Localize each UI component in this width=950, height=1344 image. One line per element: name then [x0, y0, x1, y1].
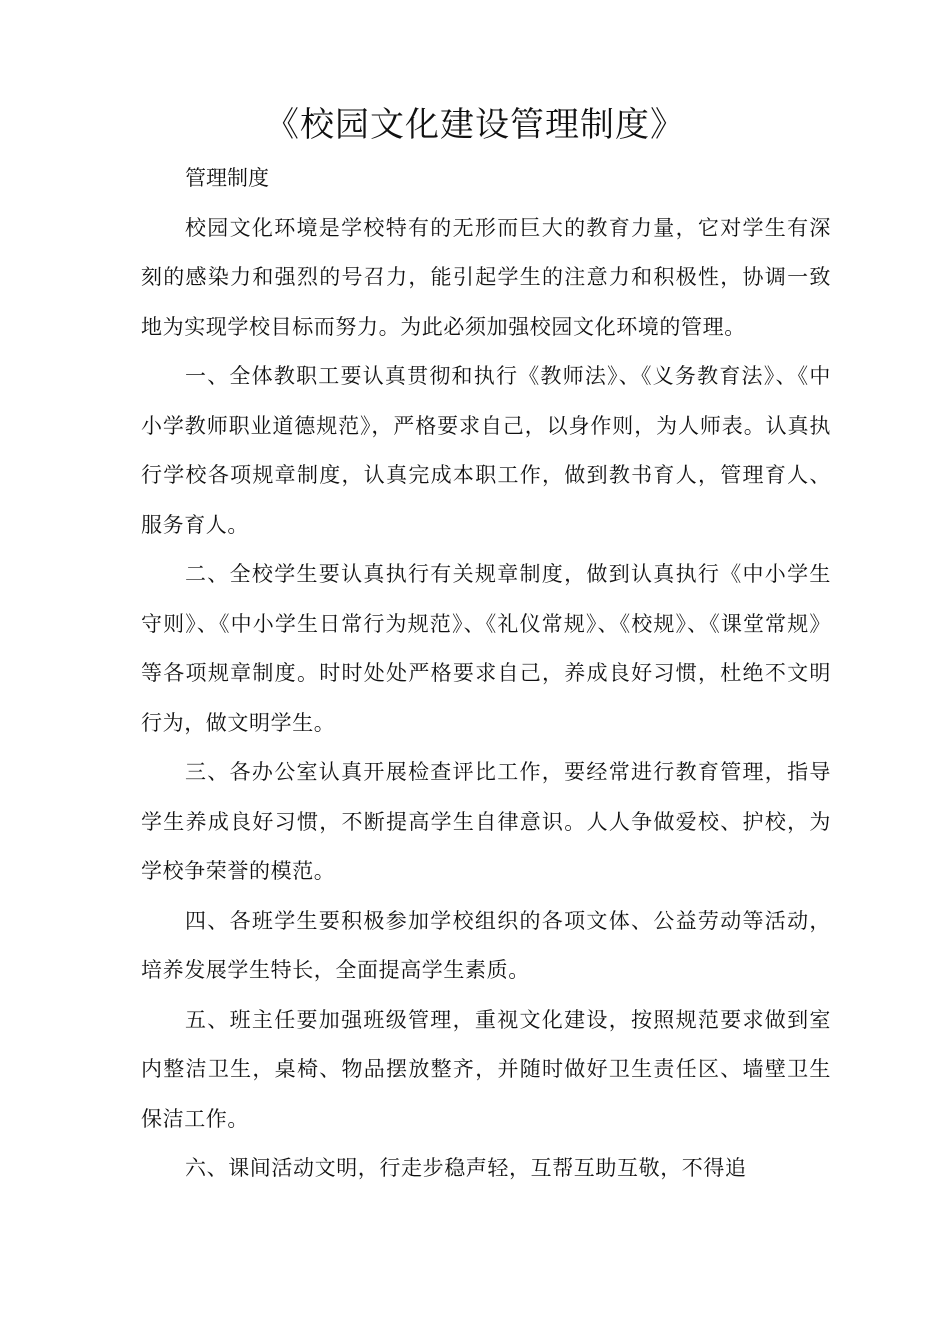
paragraph-rule-1: 一、全体教职工要认真贯彻和执行《教师法》、《义务教育法》、《中小学教师职业道德规范》，严格要求自己，以身作则，为人师表。认真执行学校各项规章制度，认真完成本职工作，做到教书育人，管理育人、服务育人。	[141, 364, 831, 537]
paragraph-rule-5: 五、班主任要加强班级管理，重视文化建设，按照规范要求做到室内整洁卫生，桌椅、物品摆放整齐，并随时做好卫生责任区、墙壁卫生保洁工作。	[141, 1007, 831, 1131]
document-body	[141, 154, 831, 1194]
paragraph-rule-4: 四、各班学生要积极参加学校组织的各项文体、公益劳动等活动，培养发展学生特长，全面提高学生素质。	[141, 908, 831, 982]
paragraph-intro: 校园文化环境是学校特有的无形而巨大的教育力量，它对学生有深刻的感染力和强烈的号召力，能引起学生的注意力和积极性，协调一致地为实现学校目标而努力。为此必须加强校园文化环境的管理。	[141, 215, 831, 339]
paragraph-rule-3: 三、各办公室认真开展检查评比工作，要经常进行教育管理，指导学生养成良好习惯，不断提高学生自律意识。人人争做爱校、护校，为学校争荣誉的模范。	[141, 760, 831, 883]
paragraph-rule-6: 六、课间活动文明，行走步稳声轻，互帮互助互敬，不得追	[185, 1156, 747, 1180]
document-subtitle: 管理制度	[185, 166, 269, 190]
document-title: 《校园文化建设管理制度》	[265, 105, 685, 145]
paragraph-rule-2: 二、全校学生要认真执行有关规章制度，做到认真执行《中小学生守则》、《中小学生日常行为规范》、《礼仪常规》、《校规》、《课堂常规》等各项规章制度。时时处处严格要求自己，养成良好习惯，杜绝不文明行为，做文明学生。	[141, 562, 831, 735]
